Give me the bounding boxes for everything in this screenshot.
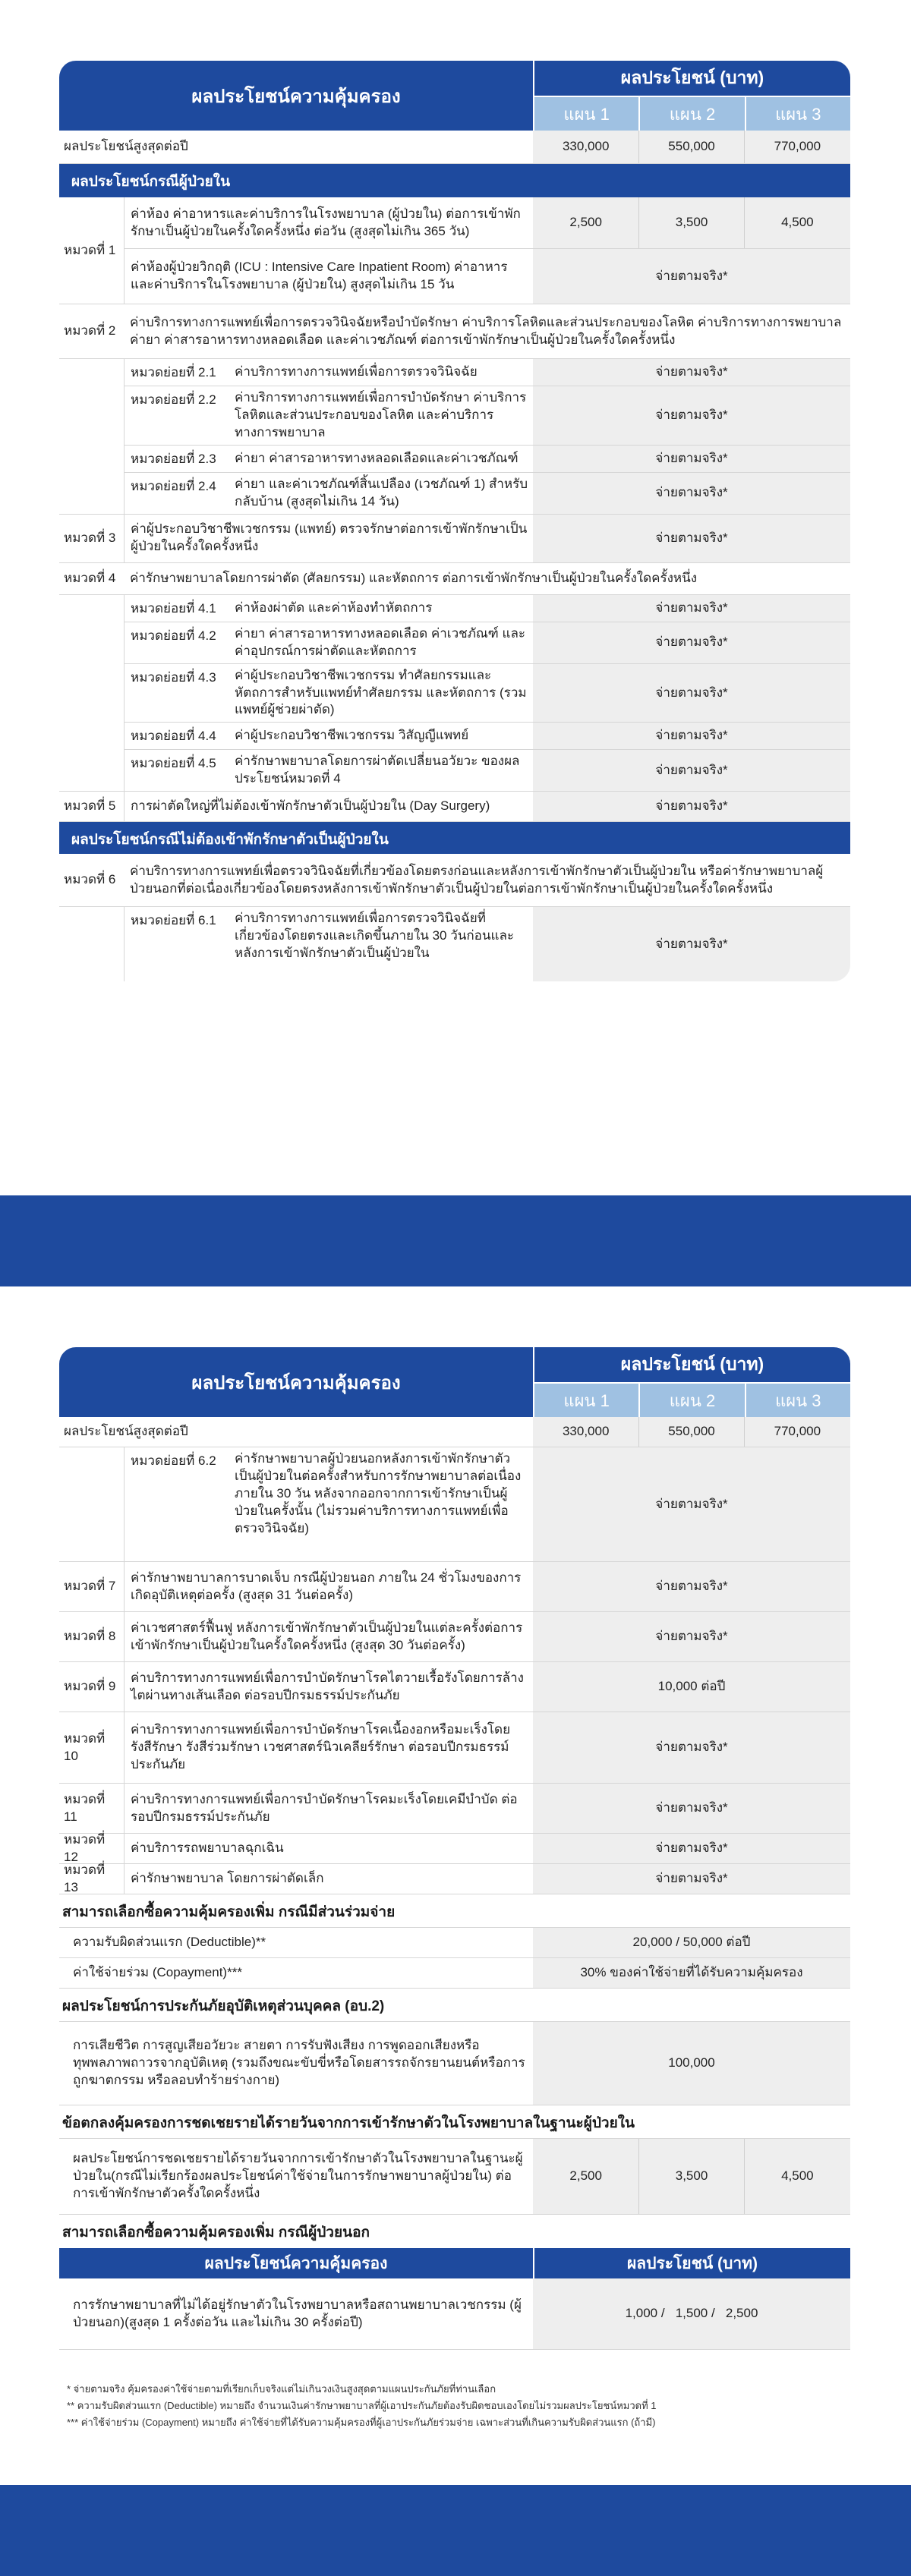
sub-6-1-text: ค่าบริการทางการแพทย์เพื่อการตรวจวินิจฉัยที่เกี่ยวข้องโดยตรงและเกิดขึ้นภายใน 30 วันก่อนและหลังการเข้าพักรักษาตัวเป็นผู้ป่วยใน (235, 911, 515, 961)
category-6-text: ค่าบริการทางการแพทย์เพื่อตรวจวินิจฉัยที่เกี่ยวข้องโดยตรงก่อนและหลังการเข้าพักรักษาตัวเป็นผู้ป่วยใน หรือค่ารักษาพยาบาลผู้ป่วยนอกที่ต่อเนื่องเกี่ยวข้องโดยตรงหลังการเข้าพักรักษาตัวเป็นผู้ป่วยในต่อการเข้าพักรักษาเป็นผู้ป่วยในครั้งใดครั้งหนึ่ง (130, 863, 824, 896)
accident-value: 100,000 (533, 2022, 850, 2105)
category-1-room-text: ค่าห้อง ค่าอาหารและค่าบริการในโรงพยาบาล (ผู้ป่วยใน) ต่อการเข้าพักรักษาเป็นผู้ป่วยในครั้งใดครั้งหนึ่ง ต่อวัน (สูงสุดไม่เกิน 365 วัน) (131, 206, 521, 238)
category-10-value: จ่ายตามจริง* (533, 1712, 850, 1783)
deductible-value: 20,000 / 50,000 ต่อปี (533, 1928, 850, 1957)
category-7-value: จ่ายตามจริง* (533, 1562, 850, 1611)
plan-1-header: แผน 1 (533, 1382, 638, 1417)
sub-2-1 (124, 359, 850, 386)
sub-2-2-value: จ่ายตามจริง* (533, 386, 850, 445)
category-3-value: จ่ายตามจริง* (533, 515, 850, 562)
table-header (59, 61, 850, 131)
max-benefit-plan3: 770,000 (745, 131, 850, 163)
category-10-text: ค่าบริการทางการแพทย์เพื่อการบำบัดรักษาโรคเนื้องอกหรือมะเร็งโดยรังสีรักษา รังสีร่วมรักษา เวชศาสตร์นิวเคลียร์รักษา ต่อรอบปีกรมธรรม์ประกันภัย (124, 1712, 533, 1783)
category-4-subs (59, 595, 850, 792)
category-5-text: การผ่าตัดใหญ่ที่ไม่ต้องเข้าพักรักษาตัวเป็นผู้ป่วยใน (Day Surgery) (124, 792, 533, 821)
sub-4-3-value: จ่ายตามจริง* (533, 664, 850, 723)
sub-4-5-text: ค่ารักษาพยาบาลโดยการผ่าตัดเปลี่ยนอวัยวะ ของผลประโยชน์หมวดที่ 4 (235, 754, 520, 786)
sub-2-4-prefix: หมวดย่อยที่ 2.4 (124, 473, 230, 514)
category-5-label: หมวดที่ 5 (64, 798, 116, 814)
sub-2-3 (124, 446, 850, 473)
footnote-1: * จ่ายตามจริง คุ้มครองค่าใช้จ่ายตามที่เรียกเก็บจริงแต่ไม่เกินวงเงินสูงสุดตามแผนประกันภัยที่ท่านเลือก (67, 2383, 496, 2395)
category-2 (59, 304, 850, 359)
sub-2-1-text: ค่าบริการทางการแพทย์เพื่อการตรวจวินิจฉัย (235, 364, 478, 379)
sub-4-4-text: ค่าผู้ประกอบวิชาชีพเวชกรรม วิสัญญีแพทย์ (235, 728, 469, 743)
category-9-value: 10,000 ต่อปี (533, 1662, 850, 1712)
category-8-value: จ่ายตามจริง* (533, 1612, 850, 1661)
category-3-text: ค่าผู้ประกอบวิชาชีพเวชกรรม (แพทย์) ตรวจรักษาต่อการเข้าพักรักษาเป็นผู้ป่วยในครั้งใดครั้งหนึ่ง (124, 515, 533, 562)
daily-row (59, 2139, 850, 2215)
category-7-text: ค่ารักษาพยาบาลการบาดเจ็บ กรณีผู้ป่วยนอก ภายใน 24 ชั่วโมงของการเกิดอุบัติเหตุต่อครั้ง (สูงสุด 31 วันต่อครั้ง) (124, 1562, 533, 1611)
daily-plan1: 2,500 (533, 2139, 638, 2214)
sub-4-5-prefix: หมวดย่อยที่ 4.5 (124, 750, 230, 791)
sub-4-4-value: จ่ายตามจริง* (533, 723, 850, 749)
category-3-label: หมวดที่ 3 (64, 530, 116, 545)
sub-6-2-value: จ่ายตามจริง* (533, 1447, 850, 1561)
page-2 (0, 1286, 911, 2485)
room-plan2: 3,500 (638, 197, 744, 248)
sub-4-3 (124, 664, 850, 723)
sub-6-2-text: ค่ารักษาพยาบาลผู้ป่วยนอกหลังการเข้าพักรักษาตัวเป็นผู้ป่วยในต่อครั้งสำหรับการรักษาพยาบาลต่อเนื่อง ภายใน 30 วัน หลังจากออกจากการเข้ารักษาเป็นผู้ป่วยในครั้งนั้น (ไม่รวมค่าบริการทางการแพทย์เพื่อตรวจวินิจฉัย) (235, 1451, 522, 1535)
category-1-icu-text: ค่าห้องผู้ป่วยวิกฤติ (ICU : Intensive Care Inpatient Room) ค่าอาหารและค่าบริการในโรงพยาบาล (ผู้ป่วยใน) สูงสุดไม่เกิน 15 วัน (131, 260, 508, 291)
max-benefit-plan1: 330,000 (533, 1417, 638, 1447)
category-5 (59, 792, 850, 822)
category-12 (59, 1831, 850, 1864)
benefit-table-2 (59, 1347, 850, 2350)
daily-section-title: ข้อตกลงคุ้มครองการชดเชยรายได้รายวันจากการเข้ารักษาตัวในโรงพยาบาลในฐานะผู้ป่วยใน (59, 2105, 850, 2139)
sub-2-4 (124, 473, 850, 514)
footnote-2: ** ความรับผิดส่วนแรก (Deductible) หมายถึง จำนวนเงินค่ารักษาพยาบาลที่ผู้เอาประกันภัยต้องรับผิดชอบเองโดยไม่รวมผลประโยชน์หมวดที่ 1 (67, 2400, 657, 2412)
sub-4-5-value: จ่ายตามจริง* (533, 750, 850, 791)
accident-section-title: ผลประโยชน์การประกันภัยอุบัติเหตุส่วนบุคคล (อบ.2) (59, 1989, 850, 2022)
sub-2-4-value: จ่ายตามจริง* (533, 473, 850, 514)
sub-2-4-text: ค่ายา และค่าเวชภัณฑ์สิ้นเปลือง (เวชภัณฑ์ 1) สำหรับกลับบ้าน (สูงสุดไม่เกิน 14 วัน) (235, 476, 528, 509)
category-7-label: หมวดที่ 7 (64, 1579, 116, 1594)
sub-6-1 (124, 907, 850, 981)
category-13 (59, 1864, 850, 1894)
accident-text: การเสียชีวิต การสูญเสียอวัยวะ สายตา การรับฟังเสียง การพูดออกเสียงหรือทุพพลภาพถาวรจากอุบัติเหตุ (รวมถึงขณะขับขี่หรือโดยสารรถจักรยานยนต์หรือการถูกฆาตกรรม หรือลอบทำร้ายร่างกาย) (73, 2038, 525, 2087)
sub-4-1-prefix: หมวดย่อยที่ 4.1 (124, 595, 230, 622)
footnote-3: *** ค่าใช้จ่ายร่วม (Copayment) หมายถึง ค่าใช้จ่ายที่ได้รับความคุ้มครองที่ผู้เอาประกันภัยร่วมจ่าย เฉพาะส่วนที่เกินความรับผิดส่วนแรก (ถ้ามี) (67, 2417, 656, 2429)
deductible-row (59, 1928, 850, 1958)
category-4-label: หมวดที่ 4 (64, 570, 116, 585)
plan-2-header: แผน 2 (638, 96, 744, 131)
category-12-text: ค่าบริการรถพยาบาลฉุกเฉิน (124, 1834, 533, 1863)
category-11-value: จ่ายตามจริง* (533, 1784, 850, 1833)
sub-4-2-value: จ่ายตามจริง* (533, 622, 850, 663)
sub-2-1-prefix: หมวดย่อยที่ 2.1 (124, 359, 230, 386)
sub-4-3-text: ค่าผู้ประกอบวิชาชีพเวชกรรม ทำศัลยกรรมและหัตถการสำหรับแพทย์ทำศัลยกรรม และหัตถการ (รวมแพทย์ผู้ช่วยผ่าตัด) (235, 667, 527, 717)
sub-2-2-text: ค่าบริการทางการแพทย์เพื่อการบำบัดรักษา ค่าบริการโลหิตและส่วนประกอบของโลหิต และค่าบริการทางการพยาบาล (235, 390, 527, 439)
deductible-text: ความรับผิดส่วนแรก (Deductible)** (73, 1935, 266, 1950)
opd-header-benefit: ผลประโยชน์ความคุ้มครอง (59, 2248, 533, 2278)
category-11 (59, 1784, 850, 1834)
category-3 (59, 515, 850, 563)
header-benefit-title: ผลประโยชน์ความคุ้มครอง (59, 61, 533, 131)
room-plan3: 4,500 (745, 197, 850, 248)
category-2-subs (59, 359, 850, 515)
sub-4-1-text: ค่าห้องผ่าตัด และค่าห้องทำหัตถการ (235, 600, 433, 615)
sub-6-2 (124, 1447, 850, 1561)
sub-4-2-prefix: หมวดย่อยที่ 4.2 (124, 622, 230, 663)
accident-row (59, 2022, 850, 2105)
max-benefit-plan2: 550,000 (638, 131, 744, 163)
category-6-label: หมวดที่ 6 (64, 872, 116, 887)
category-2-label: หมวดที่ 2 (64, 323, 116, 339)
sub-4-1 (124, 595, 850, 622)
max-benefit-plan3: 770,000 (745, 1417, 850, 1447)
plan-2-header: แผน 2 (638, 1382, 744, 1417)
sub-4-3-prefix: หมวดย่อยที่ 4.3 (124, 664, 230, 723)
max-benefit-label: ผลประโยชน์สูงสุดต่อปี (64, 139, 188, 154)
plan-3-header: แผน 3 (745, 1382, 850, 1417)
benefit-table-1 (59, 61, 850, 981)
sub-6-2-row (59, 1447, 850, 1562)
sub-4-2-text: ค่ายา ค่าสารอาหารทางหลอดเลือด ค่าเวชภัณฑ์ และ ค่าอุปกรณ์การผ่าตัดและหัตถการ (235, 625, 526, 658)
opd-section-title: สามารถเลือกซื้อความคุ้มครองเพิ่ม กรณีผู้ป่วยนอก (62, 2225, 370, 2241)
category-9-text: ค่าบริการทางการแพทย์เพื่อการบำบัดรักษาโรคไตวายเรื้อรังโดยการล้างไตผ่านทางเส้นเลือด ต่อรอบปีกรมธรรม์ประกันภัย (124, 1662, 533, 1712)
category-4 (59, 563, 850, 595)
category-13-label: หมวดที่ 13 (64, 1862, 106, 1894)
max-benefit-plan1: 330,000 (533, 131, 638, 163)
category-11-text: ค่าบริการทางการแพทย์เพื่อการบำบัดรักษาโรคมะเร็งโดยเคมีบำบัด ต่อรอบปีกรมธรรม์ประกันภัย (124, 1784, 533, 1833)
sub-6-2-prefix: หมวดย่อยที่ 6.2 (124, 1447, 230, 1561)
category-1-icu-row (125, 249, 850, 304)
copayment-text: ค่าใช้จ่ายร่วม (Copayment)*** (73, 1965, 242, 1980)
category-2-text: ค่าบริการทางการแพทย์เพื่อการตรวจวินิจฉัยหรือบำบัดรักษา ค่าบริการโลหิตและส่วนประกอบของโลหิต ค่าบริการทางการพยาบาล ค่ายา ค่าสารอาหารทางหลอดเลือด และค่าเวชภัณฑ์ ต่อการเข้าพักรักษาเป็นผู้ป่วยในครั้งใดครั้งหนึ่ง (130, 314, 842, 347)
category-12-value: จ่ายตามจริง* (533, 1834, 850, 1863)
category-12-label: หมวดที่ 12 (64, 1831, 106, 1864)
sub-2-1-value: จ่ายตามจริง* (533, 359, 850, 386)
opd-row (59, 2278, 850, 2350)
category-7 (59, 1562, 850, 1612)
table-header (59, 1347, 850, 1417)
copayment-row (59, 1958, 850, 1989)
room-plan1: 2,500 (533, 197, 638, 248)
footnotes (67, 2381, 849, 2431)
daily-plan3: 4,500 (745, 2139, 850, 2214)
copay-section-title: สามารถเลือกซื้อความคุ้มครองเพิ่ม กรณีมีส่วนร่วมจ่าย (59, 1894, 850, 1928)
category-10-label: หมวดที่ 10 (64, 1730, 106, 1763)
category-1 (59, 197, 850, 304)
sub-4-4-prefix: หมวดย่อยที่ 4.4 (124, 723, 230, 749)
sub-6-1-prefix: หมวดย่อยที่ 6.1 (124, 907, 230, 981)
category-13-value: จ่ายตามจริง* (533, 1864, 850, 1894)
header-benefit-title: ผลประโยชน์ความคุ้มครอง (59, 1347, 533, 1417)
category-6-subs (59, 907, 850, 981)
category-8 (59, 1612, 850, 1662)
sub-2-3-value: จ่ายตามจริง* (533, 446, 850, 472)
opd-value: 1,000 / 1,500 / 2,500 (533, 2278, 850, 2349)
category-10 (59, 1712, 850, 1784)
category-1-room-row (125, 197, 850, 249)
max-benefit-row (59, 1417, 850, 1447)
plan-3-header: แผน 3 (745, 96, 850, 131)
opd-header (59, 2248, 850, 2278)
sub-2-2 (124, 386, 850, 446)
max-benefit-plan2: 550,000 (638, 1417, 744, 1447)
category-8-label: หมวดที่ 8 (64, 1629, 116, 1644)
sub-4-1-value: จ่ายตามจริง* (533, 595, 850, 622)
page-bottom-band (0, 2485, 911, 2576)
sub-2-3-prefix: หมวดย่อยที่ 2.3 (124, 446, 230, 472)
category-1-label: หมวดที่ 1 (64, 242, 116, 257)
icu-value: จ่ายตามจริง* (533, 249, 850, 304)
copayment-value: 30% ของค่าใช้จ่ายที่ได้รับความคุ้มครอง (533, 1958, 850, 1988)
section-non-inpatient: ผลประโยชน์กรณีไม่ต้องเข้าพักรักษาตัวเป็นผู้ป่วยใน (59, 822, 850, 854)
sub-4-4 (124, 723, 850, 750)
category-13-text: ค่ารักษาพยาบาล โดยการผ่าตัดเล็ก (124, 1864, 533, 1894)
category-4-text: ค่ารักษาพยาบาลโดยการผ่าตัด (ศัลยกรรม) และหัตถการ ต่อการเข้าพักรักษาเป็นผู้ป่วยในครั้งใดครั้งหนึ่ง (130, 570, 698, 585)
plan-1-header: แผน 1 (533, 96, 638, 131)
category-5-value: จ่ายตามจริง* (533, 792, 850, 821)
section-inpatient: ผลประโยชน์กรณีผู้ป่วยใน (59, 164, 850, 197)
sub-4-2 (124, 622, 850, 664)
max-benefit-label: ผลประโยชน์สูงสุดต่อปี (64, 1424, 188, 1439)
max-benefit-row (59, 131, 850, 164)
header-amount-title: ผลประโยชน์ (บาท) (533, 1347, 850, 1382)
page-divider-band (0, 1195, 911, 1286)
daily-plan2: 3,500 (638, 2139, 744, 2214)
category-6 (59, 854, 850, 907)
sub-2-3-text: ค่ายา ค่าสารอาหารทางหลอดเลือดและค่าเวชภัณฑ์ (235, 450, 519, 465)
category-9 (59, 1662, 850, 1712)
category-9-label: หมวดที่ 9 (64, 1679, 116, 1694)
opd-text: การรักษาพยาบาลที่ไม่ได้อยู่รักษาตัวในโรงพยาบาลหรือสถานพยาบาลเวชกรรม (ผู้ป่วยนอก)(สูงสุด 1 ครั้งต่อวัน และไม่เกิน 30 ครั้งต่อปี) (73, 2297, 522, 2329)
sub-2-2-prefix: หมวดย่อยที่ 2.2 (124, 386, 230, 445)
opd-header-amount: ผลประโยชน์ (บาท) (533, 2248, 850, 2278)
category-11-label: หมวดที่ 11 (64, 1791, 106, 1824)
page-1 (0, 0, 911, 1195)
header-amount-title: ผลประโยชน์ (บาท) (533, 61, 850, 96)
sub-6-1-value: จ่ายตามจริง* (533, 907, 850, 981)
category-8-text: ค่าเวชศาสตร์ฟื้นฟู หลังการเข้าพักรักษาตัวเป็นผู้ป่วยในแต่ละครั้งต่อการเข้าพักรักษาเป็นผู้ป่วยในครั้งใดครั้งหนึ่ง (สูงสุด 30 วันต่อครั้ง) (124, 1612, 533, 1661)
daily-text: ผลประโยชน์การชดเชยรายได้รายวันจากการเข้ารักษาตัวในโรงพยาบาลในฐานะผู้ป่วยใน(กรณีไม่เรียกร้องผลประโยชน์ค่าใช้จ่ายในการรักษาพยาบาลผู้ป่วยใน) ต่อการเข้าพักรักษาตัวครั้งใดครั้งหนึ่ง (73, 2151, 523, 2200)
sub-4-5 (124, 750, 850, 791)
